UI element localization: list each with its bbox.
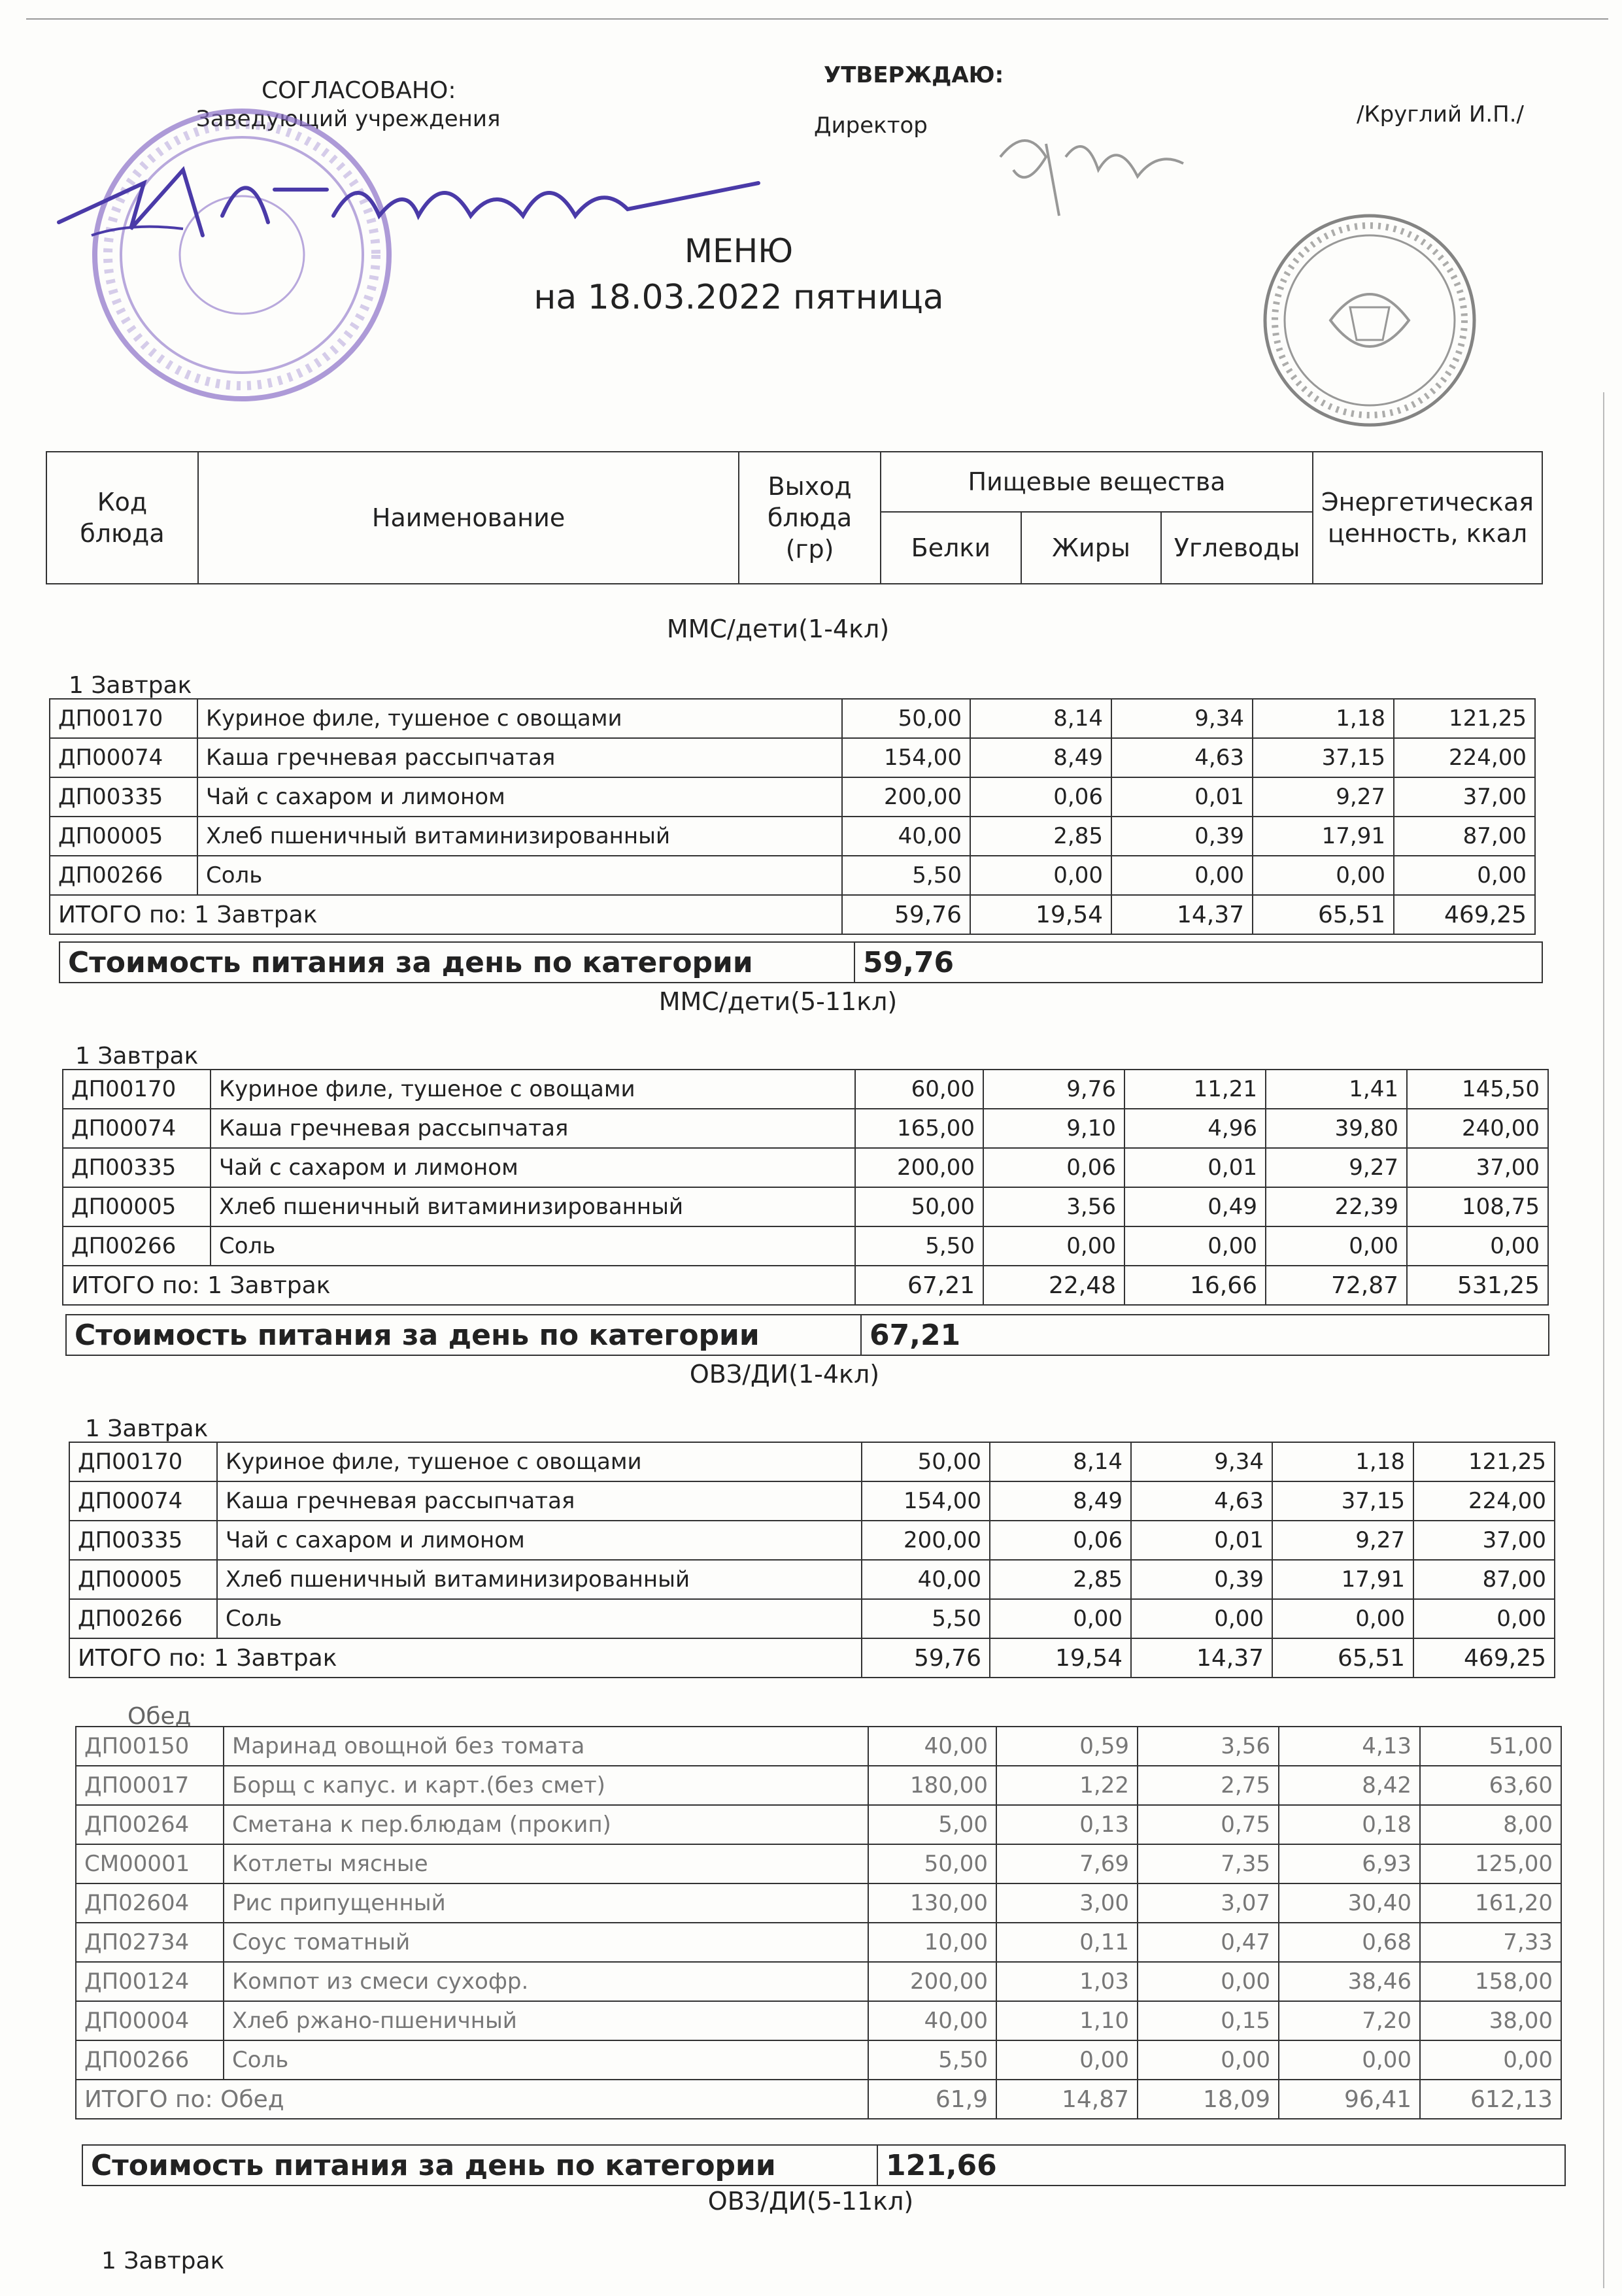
meal-title: Обед <box>127 1703 192 1730</box>
total-label: ИТОГО по: 1 Завтрак <box>50 895 842 934</box>
dish-name: Куриное филе, тушеное с овощами <box>211 1070 855 1109</box>
menu-table <box>69 1442 1555 1678</box>
table-row <box>63 1226 1548 1266</box>
total-protein: 19,54 <box>970 895 1111 934</box>
total-row <box>76 2080 1561 2119</box>
table-row <box>63 1148 1548 1187</box>
dish-name: Чай с сахаром и лимоном <box>197 777 842 817</box>
dish-name: Соль <box>211 1226 855 1266</box>
dish-name: Хлеб пшеничный витаминизированный <box>217 1560 862 1599</box>
dish-protein: 9,10 <box>983 1109 1124 1148</box>
dish-carbs: 30,40 <box>1279 1883 1420 1923</box>
dish-name: Соль <box>224 2040 868 2080</box>
table-row <box>76 1883 1561 1923</box>
dish-output: 40,00 <box>868 1727 996 1766</box>
table-row <box>69 1442 1555 1481</box>
dish-name: Компот из смеси сухофр. <box>224 1962 868 2001</box>
table-row <box>63 1109 1548 1148</box>
dish-fat: 3,56 <box>1138 1727 1279 1766</box>
dish-fat: 0,39 <box>1131 1560 1272 1599</box>
dish-carbs: 1,18 <box>1272 1442 1413 1481</box>
total-carbs: 72,87 <box>1266 1266 1407 1305</box>
confirm-position: Директор <box>814 112 928 139</box>
total-protein: 14,87 <box>996 2080 1138 2119</box>
table-row <box>63 1187 1548 1226</box>
dish-code: ДП00170 <box>63 1070 211 1109</box>
dish-energy: 63,60 <box>1420 1766 1561 1805</box>
dish-code: ДП00004 <box>76 2001 224 2040</box>
dish-carbs: 6,93 <box>1279 1844 1420 1883</box>
dish-name: Куриное филе, тушеное с овощами <box>197 699 842 738</box>
dish-name: Каша гречневая рассыпчатая <box>197 738 842 777</box>
dish-carbs: 0,18 <box>1279 1805 1420 1844</box>
dish-energy: 158,00 <box>1420 1962 1561 2001</box>
dish-carbs: 1,41 <box>1266 1070 1407 1109</box>
table-row <box>76 1844 1561 1883</box>
dish-output: 5,50 <box>868 2040 996 2080</box>
table-row <box>76 1962 1561 2001</box>
dish-fat: 0,39 <box>1111 817 1253 856</box>
dish-name: Каша гречневая рассыпчатая <box>211 1109 855 1148</box>
total-output: 67,21 <box>855 1266 983 1305</box>
dish-fat: 0,75 <box>1138 1805 1279 1844</box>
dish-protein: 0,06 <box>990 1521 1131 1560</box>
dish-code: ДП00170 <box>69 1442 217 1481</box>
meal-title: 1 Завтрак <box>101 2248 225 2274</box>
dish-carbs: 17,91 <box>1272 1560 1413 1599</box>
dish-name: Соус томатный <box>224 1923 868 1962</box>
total-protein: 19,54 <box>990 1638 1131 1678</box>
dish-code: ДП00335 <box>50 777 197 817</box>
dish-code: ДП00335 <box>63 1148 211 1187</box>
dish-protein: 8,14 <box>990 1442 1131 1481</box>
page-title: МЕНЮ <box>684 232 794 270</box>
dish-protein: 0,00 <box>970 856 1111 895</box>
dish-energy: 0,00 <box>1394 856 1535 895</box>
dish-name: Котлеты мясные <box>224 1844 868 1883</box>
total-output: 59,76 <box>862 1638 990 1678</box>
total-row <box>50 895 1535 934</box>
dish-carbs: 37,15 <box>1272 1481 1413 1521</box>
dish-code: СМ00001 <box>76 1844 224 1883</box>
dish-name: Куриное филе, тушеное с овощами <box>217 1442 862 1481</box>
dish-name: Чай с сахаром и лимоном <box>211 1148 855 1187</box>
col-protein: Белки <box>881 512 1021 584</box>
dish-carbs: 1,18 <box>1253 699 1394 738</box>
dish-carbs: 9,27 <box>1253 777 1394 817</box>
dish-name: Соль <box>197 856 842 895</box>
table-row <box>63 1070 1548 1109</box>
dish-name: Хлеб пшеничный витаминизированный <box>211 1187 855 1226</box>
total-carbs: 96,41 <box>1279 2080 1420 2119</box>
dish-carbs: 22,39 <box>1266 1187 1407 1226</box>
dish-code: ДП00074 <box>69 1481 217 1521</box>
dish-fat: 0,00 <box>1111 856 1253 895</box>
dish-output: 180,00 <box>868 1766 996 1805</box>
cost-table <box>59 941 1543 983</box>
dish-protein: 0,11 <box>996 1923 1138 1962</box>
dish-energy: 121,25 <box>1413 1442 1555 1481</box>
table-row <box>50 817 1535 856</box>
dish-carbs: 0,00 <box>1253 856 1394 895</box>
menu-table <box>75 1726 1562 2119</box>
dish-protein: 3,00 <box>996 1883 1138 1923</box>
dish-output: 5,00 <box>868 1805 996 1844</box>
dish-carbs: 0,00 <box>1266 1226 1407 1266</box>
total-label: ИТОГО по: 1 Завтрак <box>69 1638 862 1678</box>
dish-code: ДП00074 <box>50 738 197 777</box>
dish-fat: 0,49 <box>1124 1187 1266 1226</box>
table-row <box>76 1923 1561 1962</box>
table-row <box>76 1727 1561 1766</box>
dish-output: 50,00 <box>855 1187 983 1226</box>
table-row <box>50 738 1535 777</box>
dish-energy: 145,50 <box>1407 1070 1548 1109</box>
dish-energy: 87,00 <box>1413 1560 1555 1599</box>
dish-energy: 51,00 <box>1420 1727 1561 1766</box>
dish-carbs: 17,91 <box>1253 817 1394 856</box>
dish-energy: 87,00 <box>1394 817 1535 856</box>
cost-label: Стоимость питания за день по категории <box>59 942 854 983</box>
dish-code: ДП00074 <box>63 1109 211 1148</box>
total-fat: 14,37 <box>1111 895 1253 934</box>
dish-carbs: 8,42 <box>1279 1766 1420 1805</box>
meal-title: 1 Завтрак <box>75 1043 199 1070</box>
dish-name: Хлеб пшеничный витаминизированный <box>197 817 842 856</box>
col-fat: Жиры <box>1021 512 1161 584</box>
dish-code: ДП00266 <box>63 1226 211 1266</box>
total-label: ИТОГО по: Обед <box>76 2080 868 2119</box>
dish-fat: 2,75 <box>1138 1766 1279 1805</box>
dish-fat: 4,96 <box>1124 1109 1266 1148</box>
dish-output: 165,00 <box>855 1109 983 1148</box>
dish-output: 200,00 <box>842 777 970 817</box>
dish-energy: 161,20 <box>1420 1883 1561 1923</box>
dish-fat: 0,01 <box>1111 777 1253 817</box>
dish-carbs: 9,27 <box>1272 1521 1413 1560</box>
table-row <box>50 777 1535 817</box>
dish-name: Хлеб ржано-пшеничный <box>224 2001 868 2040</box>
dish-code: ДП00266 <box>69 1599 217 1638</box>
col-carbs: Углеводы <box>1161 512 1313 584</box>
cost-label: Стоимость питания за день по категории <box>82 2145 877 2186</box>
dish-fat: 4,63 <box>1131 1481 1272 1521</box>
cost-value: 67,21 <box>861 1315 1549 1355</box>
dish-output: 60,00 <box>855 1070 983 1109</box>
dish-energy: 37,00 <box>1394 777 1535 817</box>
dish-protein: 0,06 <box>983 1148 1124 1187</box>
dish-carbs: 7,20 <box>1279 2001 1420 2040</box>
dish-code: ДП00266 <box>76 2040 224 2080</box>
dish-protein: 0,06 <box>970 777 1111 817</box>
table-row <box>76 1766 1561 1805</box>
col-name: Наименование <box>198 452 739 584</box>
dish-protein: 0,00 <box>990 1599 1131 1638</box>
dish-output: 154,00 <box>842 738 970 777</box>
dish-output: 130,00 <box>868 1883 996 1923</box>
dish-fat: 0,15 <box>1138 2001 1279 2040</box>
dish-protein: 8,49 <box>970 738 1111 777</box>
dish-protein: 1,03 <box>996 1962 1138 2001</box>
dish-name: Соль <box>217 1599 862 1638</box>
cost-label: Стоимость питания за день по категории <box>66 1315 861 1355</box>
table-row <box>76 1805 1561 1844</box>
dish-energy: 38,00 <box>1420 2001 1561 2040</box>
director-name: /Круглий И.П./ <box>1357 101 1524 127</box>
dish-name: Рис припущенный <box>224 1883 868 1923</box>
dish-protein: 1,22 <box>996 1766 1138 1805</box>
table-row <box>69 1481 1555 1521</box>
dish-name: Каша гречневая рассыпчатая <box>217 1481 862 1521</box>
dish-carbs: 0,00 <box>1279 2040 1420 2080</box>
approved-label: СОГЛАСОВАНО: <box>262 77 456 104</box>
total-output: 59,76 <box>842 895 970 934</box>
page-subtitle: на 18.03.2022 пятница <box>533 278 944 317</box>
dish-code: ДП02604 <box>76 1883 224 1923</box>
dish-name: Чай с сахаром и лимоном <box>217 1521 862 1560</box>
dish-output: 40,00 <box>862 1560 990 1599</box>
dish-energy: 108,75 <box>1407 1187 1548 1226</box>
table-row <box>50 856 1535 895</box>
confirm-label: УТВЕРЖДАЮ: <box>824 62 1004 88</box>
dish-output: 5,50 <box>862 1599 990 1638</box>
dish-fat: 3,07 <box>1138 1883 1279 1923</box>
dish-energy: 0,00 <box>1413 1599 1555 1638</box>
dish-protein: 0,00 <box>996 2040 1138 2080</box>
dish-output: 200,00 <box>862 1521 990 1560</box>
dish-protein: 7,69 <box>996 1844 1138 1883</box>
dish-code: ДП00017 <box>76 1766 224 1805</box>
dish-protein: 2,85 <box>970 817 1111 856</box>
meal-title: 1 Завтрак <box>85 1415 209 1442</box>
dish-carbs: 0,00 <box>1272 1599 1413 1638</box>
dish-fat: 7,35 <box>1138 1844 1279 1883</box>
category-title: ММС/дети(5-11кл) <box>658 987 898 1016</box>
dish-output: 10,00 <box>868 1923 996 1962</box>
dish-code: ДП00170 <box>50 699 197 738</box>
total-fat: 14,37 <box>1131 1638 1272 1678</box>
dish-output: 40,00 <box>842 817 970 856</box>
dish-code: ДП00150 <box>76 1727 224 1766</box>
right-rule <box>1603 392 1604 2288</box>
menu-table <box>62 1069 1549 1306</box>
director-signature <box>987 118 1203 229</box>
dish-code: ДП00266 <box>50 856 197 895</box>
dish-protein: 1,10 <box>996 2001 1138 2040</box>
dish-fat: 4,63 <box>1111 738 1253 777</box>
dish-output: 154,00 <box>862 1481 990 1521</box>
dish-protein: 9,76 <box>983 1070 1124 1109</box>
table-row <box>50 699 1535 738</box>
total-protein: 22,48 <box>983 1266 1124 1305</box>
dish-fat: 0,01 <box>1131 1521 1272 1560</box>
table-row <box>76 2001 1561 2040</box>
dish-protein: 0,13 <box>996 1805 1138 1844</box>
cost-table <box>82 2144 1566 2186</box>
dish-name: Сметана к пер.блюдам (прокип) <box>224 1805 868 1844</box>
table-row <box>69 1599 1555 1638</box>
total-energy: 612,13 <box>1420 2080 1561 2119</box>
dish-energy: 0,00 <box>1407 1226 1548 1266</box>
total-label: ИТОГО по: 1 Завтрак <box>63 1266 855 1305</box>
category-title: ОВЗ/ДИ(5-11кл) <box>707 2187 914 2216</box>
dish-fat: 0,01 <box>1124 1148 1266 1187</box>
col-output: Выход блюда (гр) <box>739 452 881 584</box>
dish-output: 5,50 <box>855 1226 983 1266</box>
total-row <box>63 1266 1548 1305</box>
dish-protein: 2,85 <box>990 1560 1131 1599</box>
dish-output: 5,50 <box>842 856 970 895</box>
dish-energy: 121,25 <box>1394 699 1535 738</box>
total-energy: 469,25 <box>1413 1638 1555 1678</box>
dish-fat: 9,34 <box>1111 699 1253 738</box>
category-title: ММС/дети(1-4кл) <box>666 615 890 643</box>
menu-table <box>49 698 1536 935</box>
dish-energy: 0,00 <box>1420 2040 1561 2080</box>
total-fat: 18,09 <box>1138 2080 1279 2119</box>
dish-output: 40,00 <box>868 2001 996 2040</box>
dish-protein: 3,56 <box>983 1187 1124 1226</box>
dish-energy: 7,33 <box>1420 1923 1561 1962</box>
total-energy: 469,25 <box>1394 895 1535 934</box>
dish-energy: 37,00 <box>1413 1521 1555 1560</box>
dish-carbs: 4,13 <box>1279 1727 1420 1766</box>
dish-code: ДП00005 <box>50 817 197 856</box>
dish-energy: 8,00 <box>1420 1805 1561 1844</box>
top-rule <box>26 18 1608 20</box>
table-row <box>76 2040 1561 2080</box>
category-title: ОВЗ/ДИ(1-4кл) <box>689 1360 880 1389</box>
dish-fat: 0,00 <box>1131 1599 1272 1638</box>
dish-carbs: 39,80 <box>1266 1109 1407 1148</box>
total-fat: 16,66 <box>1124 1266 1266 1305</box>
dish-code: ДП00264 <box>76 1805 224 1844</box>
dish-code: ДП00124 <box>76 1962 224 2001</box>
dish-fat: 0,00 <box>1138 2040 1279 2080</box>
dish-energy: 37,00 <box>1407 1148 1548 1187</box>
total-row <box>69 1638 1555 1678</box>
dish-protein: 0,59 <box>996 1727 1138 1766</box>
dish-code: ДП00005 <box>69 1560 217 1599</box>
dish-protein: 8,14 <box>970 699 1111 738</box>
dish-fat: 0,00 <box>1124 1226 1266 1266</box>
cost-table <box>65 1314 1549 1356</box>
dish-name: Маринад овощной без томата <box>224 1727 868 1766</box>
col-code: Код блюда <box>46 452 198 584</box>
total-carbs: 65,51 <box>1272 1638 1413 1678</box>
cost-value: 121,66 <box>877 2145 1565 2186</box>
approved-position: Заведующий учреждения <box>196 106 501 132</box>
school-seal <box>1259 209 1481 431</box>
dish-carbs: 9,27 <box>1266 1148 1407 1187</box>
total-energy: 531,25 <box>1407 1266 1548 1305</box>
col-energy: Энергетическая ценность, ккал <box>1313 452 1542 584</box>
dish-protein: 0,00 <box>983 1226 1124 1266</box>
dish-fat: 9,34 <box>1131 1442 1272 1481</box>
cost-value: 59,76 <box>854 942 1542 983</box>
table-row <box>69 1560 1555 1599</box>
dish-protein: 8,49 <box>990 1481 1131 1521</box>
dish-output: 50,00 <box>862 1442 990 1481</box>
dish-code: ДП00005 <box>63 1187 211 1226</box>
meal-title: 1 Завтрак <box>69 672 192 699</box>
dish-energy: 224,00 <box>1394 738 1535 777</box>
dish-carbs: 38,46 <box>1279 1962 1420 2001</box>
total-carbs: 65,51 <box>1253 895 1394 934</box>
dish-carbs: 37,15 <box>1253 738 1394 777</box>
dish-output: 200,00 <box>855 1148 983 1187</box>
dish-fat: 11,21 <box>1124 1070 1266 1109</box>
dish-energy: 125,00 <box>1420 1844 1561 1883</box>
dish-fat: 0,47 <box>1138 1923 1279 1962</box>
total-output: 61,9 <box>868 2080 996 2119</box>
dish-name: Борщ с капус. и карт.(без смет) <box>224 1766 868 1805</box>
dish-fat: 0,00 <box>1138 1962 1279 2001</box>
table-row <box>69 1521 1555 1560</box>
dish-carbs: 0,68 <box>1279 1923 1420 1962</box>
dish-output: 200,00 <box>868 1962 996 2001</box>
dish-energy: 224,00 <box>1413 1481 1555 1521</box>
dish-code: ДП00335 <box>69 1521 217 1560</box>
dish-output: 50,00 <box>842 699 970 738</box>
col-nutrients: Пищевые вещества <box>881 452 1313 512</box>
dish-output: 50,00 <box>868 1844 996 1883</box>
column-header-table <box>46 451 1543 584</box>
dish-energy: 240,00 <box>1407 1109 1548 1148</box>
dish-code: ДП02734 <box>76 1923 224 1962</box>
